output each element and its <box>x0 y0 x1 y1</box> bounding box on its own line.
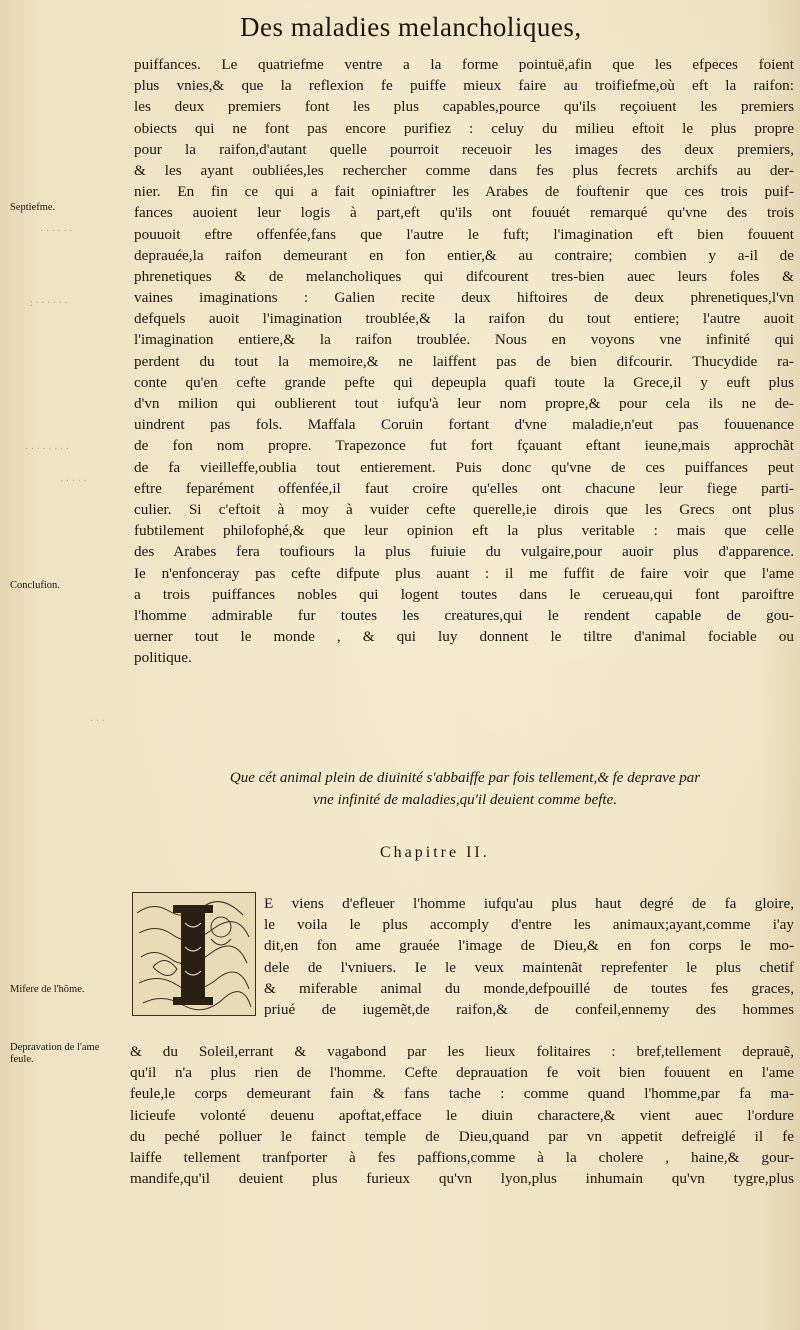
text-line: defquels auoit l'imagination troublée,& la raifon du tout entiere; l'autre auoit <box>134 310 794 328</box>
show-through-mark: · · · · · · · · <box>25 444 70 455</box>
text-line: plus vnies,& que la reflexion fe puiffe mieux faire au troifiefme,où eft la raifon: <box>134 77 794 95</box>
running-head: Des maladies melancholiques, <box>240 12 582 42</box>
text-line: perdent du tout la memoire,& ne laiffent pas de bien difcourir. Thucydide ra- <box>134 352 794 370</box>
show-through-mark: : · · · · · · <box>30 298 68 309</box>
margin-note-depravation: Depravation de l'ame feule. <box>10 1042 100 1065</box>
text-line: & les ayant oubliées,les rechercher comme dans fes plus fecrets archifs au der- <box>134 161 794 179</box>
text-line: uerner tout le monde , & qui luy donnent le tiltre d'animal fociable ou <box>134 628 794 646</box>
text-line: eftre feparément offenfée,il faut croire qu'elles ont chacune leur fiege parti- <box>134 479 794 497</box>
text-line: deprauée,la raifon demeurant en fon entier,& au contraire; combien y a-il de <box>134 246 794 264</box>
body-text-block-2a <box>264 893 794 1020</box>
body-text-block-2b <box>130 1041 794 1189</box>
text-line: puiffances. Le quatriefme ventre a la forme pointuë,afin que les efpeces foient <box>134 56 794 73</box>
margin-note-misere: Mifere de l'hõme. <box>10 984 85 995</box>
chapter-heading: Chapitre II. <box>380 844 490 861</box>
text-line: feule,le corps demeurant fain & fans tache : comme quand l'homme,par fa ma- <box>130 1085 794 1103</box>
text-line: nier. En fin ce qui a fait opiniaftrer les Arabes de fouftenir que ces trois puif- <box>134 183 794 201</box>
show-through-mark: · · · <box>90 716 105 727</box>
text-line: politique. <box>134 649 192 667</box>
text-line: les deux premiers font les plus capables,pource qu'ils reçoiuent les premiers <box>134 98 794 116</box>
text-line: obiects qui ne font pas encore purifiez : celuy du milieu eftoit le plus propre <box>134 119 794 137</box>
show-through-mark: · · · · · <box>60 476 87 487</box>
text-line: le voila le plus accomply d'entre les animaux;ayant,comme i'ay <box>264 916 794 934</box>
woodcut-initial-icon <box>133 893 255 1015</box>
text-line: laiffe tellement tranfporter à fes paffions,comme à la cholere , haine,& gour- <box>130 1148 794 1166</box>
text-line: priué de iugemẽt,de raifon,& de confeil,ennemy des hommes <box>264 1000 794 1018</box>
text-line: Ie n'enfonceray pas cefte difpute plus auant : il me fuffit de faire voir que l'ame <box>134 564 794 582</box>
show-through-mark: · · · · · · <box>40 226 73 237</box>
text-line: & du Soleil,errant & vagabond par les lieux folitaires : bref,tellement deprauẽ, <box>130 1043 794 1060</box>
text-line: vaines imaginations : Galien recite deux hiftoires de deux phrenetiques,l'vn <box>134 289 794 307</box>
text-line: conte qu'en cefte grande pefte qui depeupla quafi toute la Grece,il y euft plus <box>134 373 794 391</box>
text-line: pour la raifon,d'autant quelle pourroit receuoir les images des deux premiers, <box>134 140 794 158</box>
text-line: l'imagination entiere,& la raifon troublée. Nous en voyons vne infinité qui <box>134 331 794 349</box>
summary-line: Que cét animal plein de diuinité s'abbaiffe par fois tellement,& fe deprave par <box>229 770 701 786</box>
text-line: de fon nom propre. Trapezonce fut fort fçauant eftant ieune,mais approchãt <box>134 437 794 455</box>
text-line: dele de l'vniuers. Ie le veux maintenãt reprefenter le plus chetif <box>264 958 794 976</box>
text-line: a trois puiffances nobles qui logent toutes dans le cerueau,qui font paroiftre <box>134 585 794 603</box>
text-line: phrenetiques & de melancholiques qui difcourent tres-bien auec leurs foles & <box>134 267 794 285</box>
text-line: mandife,qu'il deuient plus furieux qu'vn lyon,plus inhumain qu'vn tygre,plus <box>130 1170 794 1188</box>
decorated-initial-i <box>132 892 256 1016</box>
text-line: des Arabes fera toufiours la plus fuiuie du vulgaire,pour auoir plus d'apparence. <box>134 543 794 561</box>
text-line: qu'il n'a plus rien de l'homme. Cefte deprauation fe voit bien fouuent en l'ame <box>130 1064 794 1082</box>
text-line: d'vn milion qui oublierent tout iufqu'à leur nom propre,& pour cela ils ne de- <box>134 395 794 412</box>
text-line: de fa vieilleffe,oublia tout entierement. Puis donc qu'vne de ces puiffances peut <box>134 458 794 476</box>
text-line: l'homme admirable fur toutes les creatures,qui le rendent capable de gou- <box>134 606 794 624</box>
text-line: E viens d'efleuer l'homme iufqu'au plus haut degré de fa gloire, <box>264 895 794 912</box>
text-line: pouuoit eftre offenfée,fans que l'autre le fuft; l'imagination eft bien fouuent <box>134 225 794 243</box>
text-line: & miferable animal du monde,defpouillé de toutes fes graces, <box>264 979 794 997</box>
text-line: licieufe volonté deuenu apoftat,efface le diuin charactere,& vient auec l'ordure <box>130 1106 794 1124</box>
body-text-block-1 <box>134 54 794 668</box>
text-line: dit,en fon ame grauée l'image de Dieu,& en fon corps le mo- <box>264 937 794 955</box>
text-line: fubtilement philofophé,& que leur opinion eft la plus veritable : mais que celle <box>134 522 794 540</box>
text-line: du peché polluer le fainct temple de Dieu,quand par vn appetit defreiglé il fe <box>130 1127 794 1145</box>
text-line: uindrent pas fols. Maffala Coruin fortant d'vne maladie,n'eut pas fouuenance <box>134 416 794 434</box>
margin-note-septiesme: Septiefme. <box>10 202 56 213</box>
summary-line: vne infinité de maladies,qu'il deuient comme befte. <box>313 792 617 808</box>
text-line: culier. Si c'eftoit à moy à vuider cefte querelle,ie dirois que les Grecs ont plus <box>134 500 794 518</box>
chapter-summary <box>140 767 790 811</box>
text-line: fances auoient leur logis à part,eft qu'ils ont fouuét remarqué qu'vne des trois <box>134 204 794 222</box>
margin-note-conclusion: Conclufion. <box>10 580 60 591</box>
